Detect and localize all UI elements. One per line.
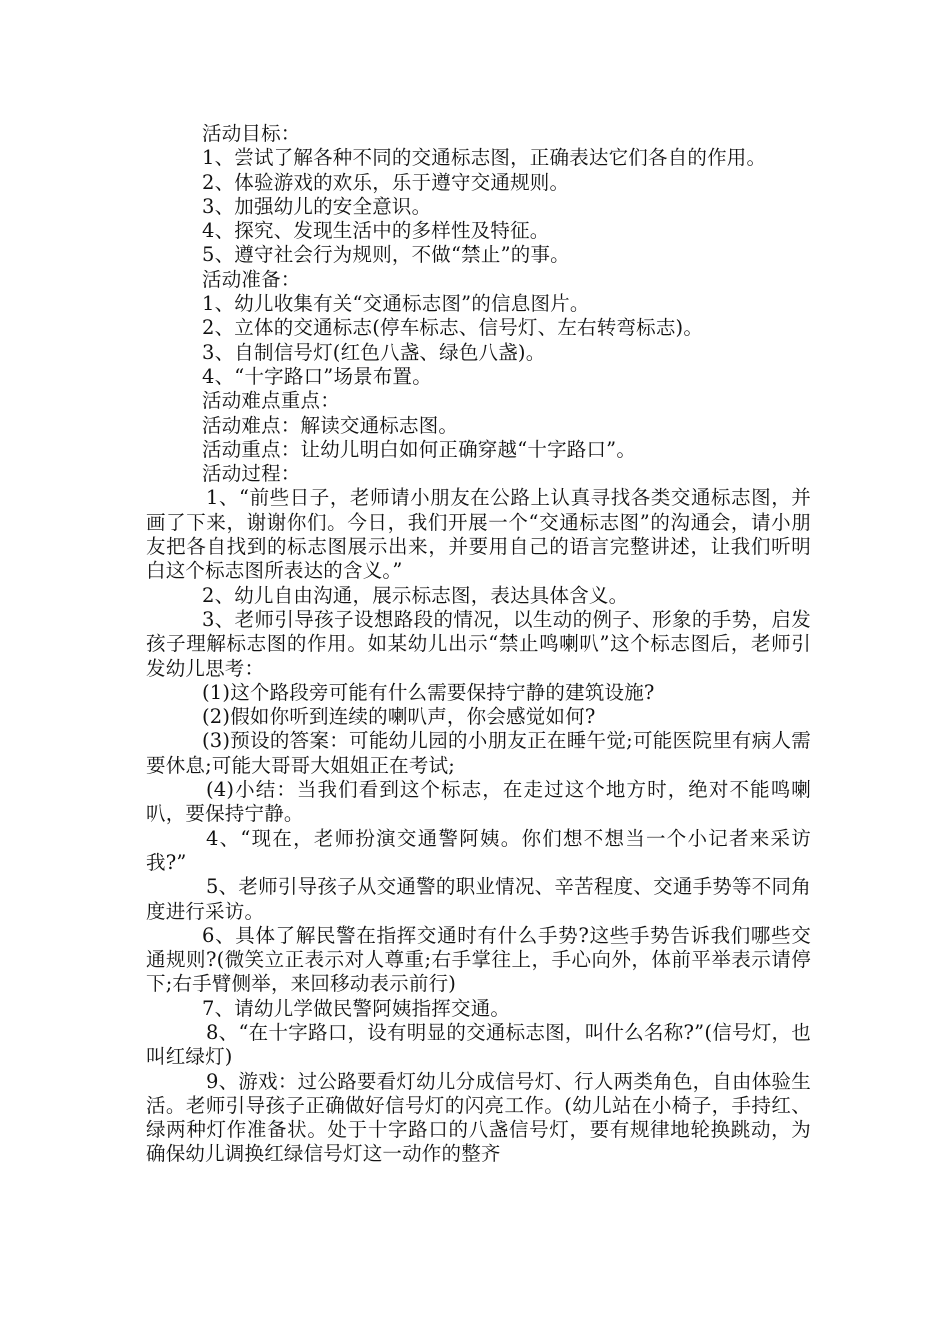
process-step-2: 2、幼儿自由沟通，展示标志图，表达具体含义。 bbox=[202, 583, 629, 607]
goal-item-4: 4、探究、发现生活中的多样性及特征。 bbox=[202, 219, 550, 243]
heading-activity-process: 活动过程： bbox=[202, 462, 301, 486]
process-step-9: 9、游戏：过公路要看灯幼儿分成信号灯、行人两类角色，自由体验生活。老师引导孩子正确做好信号灯的闪亮工作。(幼儿站在小椅子，手持红、绿两种灯作准备状。处于十字路口的八盏信号灯，要有规律地轮换跳动，为确保幼儿调换红绿信号灯这一动作的整齐 bbox=[146, 1069, 811, 1166]
process-sub-3: (3)预设的答案：可能幼儿园的小朋友正在睡午觉;可能医院里有病人需要休息;可能大哥哥大姐姐正在考试; bbox=[146, 729, 811, 777]
process-step-7: 7、请幼儿学做民警阿姨指挥交通。 bbox=[202, 996, 511, 1020]
process-step-4: 4、“现在，老师扮演交通警阿姨。你们想不想当一个小记者来采访我?” bbox=[146, 826, 811, 874]
process-step-6: 6、具体了解民警在指挥交通时有什么手势?这些手势告诉我们哪些交通规则?(微笑立正表示对人尊重;右手掌往上，手心向外，体前平举表示请停下;右手臂侧举，来回移动表示前行) bbox=[146, 923, 811, 996]
process-step-5: 5、老师引导孩子从交通警的职业情况、辛苦程度、交通手势等不同角度进行采访。 bbox=[146, 875, 811, 923]
process-sub-4: (4)小结：当我们看到这个标志，在走过这个地方时，绝对不能鸣喇叭，要保持宁静。 bbox=[146, 778, 811, 826]
document-page bbox=[146, 122, 811, 1167]
heading-activity-goals: 活动目标： bbox=[202, 122, 301, 145]
process-sub-1: (1)这个路段旁可能有什么需要保持宁静的建筑设施? bbox=[202, 680, 655, 704]
goal-item-2: 2、体验游戏的欢乐，乐于遵守交通规则。 bbox=[202, 170, 570, 194]
goal-item-3: 3、加强幼儿的安全意识。 bbox=[202, 194, 432, 218]
process-step-1: 1、“前些日子，老师请小朋友在公路上认真寻找各类交通标志图，并画了下来，谢谢你们。今日，我们开展一个“交通标志图”的沟通会，请小朋友把各自找到的标志图展示出来，并要用自己的语言完整讲述，让我们听明白这个标志图所表达的含义。” bbox=[146, 486, 811, 583]
prep-item-4: 4、“十字路口”场景布置。 bbox=[202, 364, 432, 388]
prep-item-1: 1、幼儿收集有关“交通标志图”的信息图片。 bbox=[202, 292, 590, 316]
prep-item-3: 3、自制信号灯(红色八盏、绿色八盏)。 bbox=[202, 340, 546, 364]
heading-activity-preparation: 活动准备： bbox=[202, 267, 301, 291]
focus-line: 活动重点：让幼儿明白如何正确穿越“十字路口”。 bbox=[202, 437, 637, 461]
prep-item-2: 2、立体的交通标志(停车标志、信号灯、左右转弯标志)。 bbox=[202, 316, 704, 340]
goal-item-5: 5、遵守社会行为规则，不做“禁止”的事。 bbox=[202, 243, 570, 267]
difficulty-line: 活动难点：解读交通标志图。 bbox=[202, 413, 459, 437]
process-step-3: 3、老师引导孩子设想路段的情况，以生动的例子、形象的手势，启发孩子理解标志图的作用。如某幼儿出示“禁止鸣喇叭”这个标志图后，老师引发幼儿思考： bbox=[146, 607, 811, 680]
goal-item-1: 1、尝试了解各种不同的交通标志图，正确表达它们各自的作用。 bbox=[202, 146, 767, 170]
process-step-8: 8、“在十字路口，设有明显的交通标志图，叫什么名称?”(信号灯，也叫红绿灯) bbox=[146, 1020, 811, 1069]
heading-difficulty-focus: 活动难点重点： bbox=[202, 389, 340, 413]
process-sub-2: (2)假如你听到连续的喇叭声，你会感觉如何? bbox=[202, 705, 596, 729]
